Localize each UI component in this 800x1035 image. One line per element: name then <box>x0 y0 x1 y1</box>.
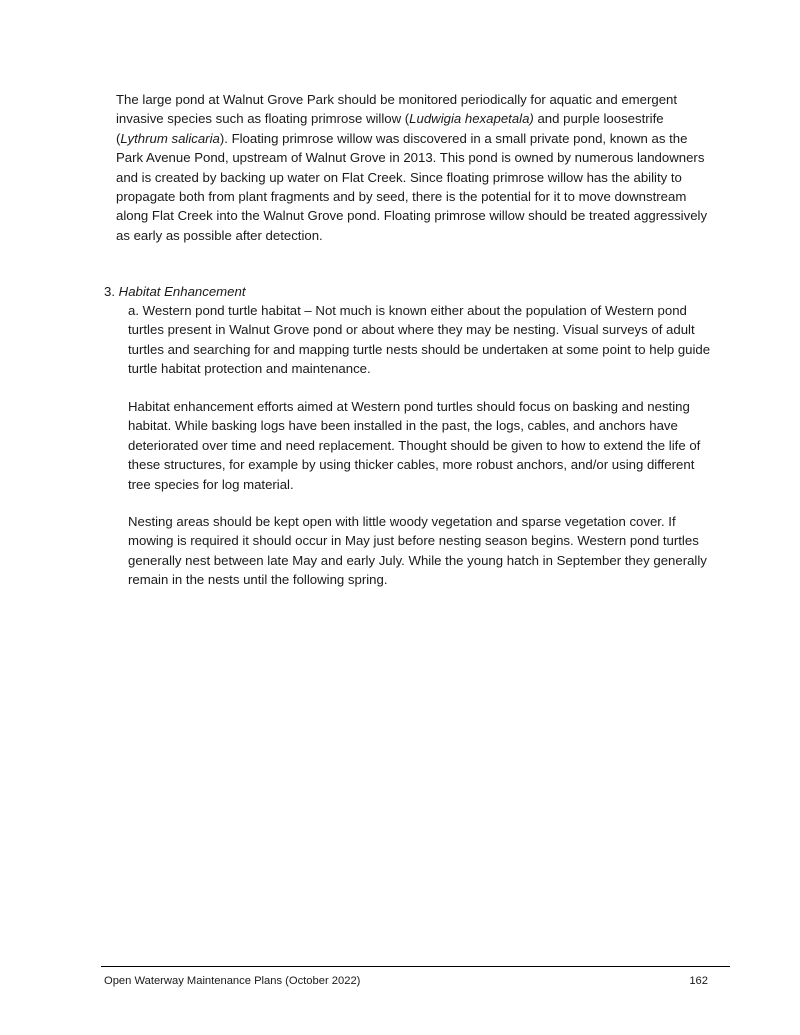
intro-paragraph <box>116 90 712 245</box>
section-number: 3. <box>104 284 119 299</box>
subsection-a-paragraph: a. Western pond turtle habitat – Not much is known either about the population of Western pond turtles present in Walnut Grove pond or about where they may be nesting. Visual surveys of adult turtles and searching for and mapping turtle nests should be undertaken at some point to help guide turtle habitat protection and maintenance. <box>128 303 711 377</box>
footer-divider <box>101 966 730 967</box>
species-name-lythrum: Lythrum salicaria <box>120 130 220 146</box>
basking-habitat-paragraph: Habitat enhancement efforts aimed at Western pond turtles should focus on basking and nesting habitat. While basking logs have been installed in the past, the logs, cables, and anchors have deteriorated over time and need replacement. Thought should be given to how to extend the life of these structures, for example by using thicker cables, more robust anchors, and/or using different tree species for log material. <box>128 399 701 492</box>
intro-text-1: The large pond at Walnut Grove Park should be monitored periodically for aquatic and emergent invasive species such as floating primrose willow ( <box>116 92 678 127</box>
nesting-areas-paragraph: Nesting areas should be kept open with little woody vegetation and sparse vegetation cover. If mowing is required it should occur in May just before nesting season begins. Western pond turtles generally nest between late May and early July. While the young hatch in September they generally remain in the nests until the following spring. <box>128 514 707 588</box>
intro-text-2: and purple loosestrife ( <box>116 111 664 146</box>
section-heading <box>104 282 704 301</box>
footer-document-title: Open Waterway Maintenance Plans (October 2022) <box>104 975 361 987</box>
section-title: Habitat Enhancement <box>118 284 246 299</box>
species-name-ludwigia: Ludwigia hexapetala) <box>409 111 534 127</box>
intro-text-3: ). Floating primrose willow was discovered in a small private pond, known as the Park Avenue Pond, upstream of Walnut Grove in 2013. This pond is owned by numerous landowners and is created by backing up water on Flat Creek. Since floating primrose willow has the ability to propagate both from plant fragments and by seed, there is the potential for it to move downstream along Flat Creek into the Walnut Grove pond. Floating primrose willow should be treated aggressively as early as possible after detection. <box>116 130 708 243</box>
footer-page-number: 162 <box>689 975 708 987</box>
